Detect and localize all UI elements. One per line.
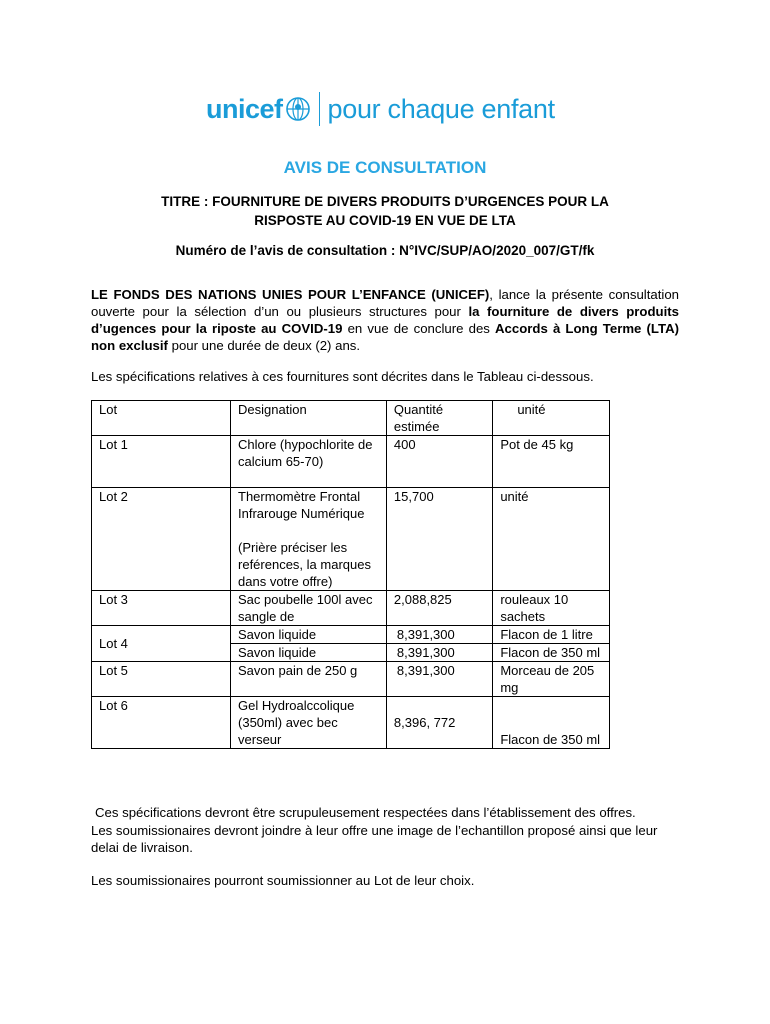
logo-brand: unicef xyxy=(206,93,283,124)
closing-paragraph-1: Ces spécifications devront être scrupuleusement respectées dans l’établissement des offres. xyxy=(95,805,636,820)
intro-text-2: en vue de conclure des xyxy=(342,321,496,336)
unit-cell: rouleaux 10 sachets xyxy=(493,591,610,626)
title-line-1: TITRE : FOURNITURE DE DIVERS PRODUITS D’URGENCES POUR LA xyxy=(161,194,609,209)
designation-cell: Gel Hydroalccolique (350ml) avec bec verseur xyxy=(231,697,387,749)
designation-cell xyxy=(231,488,387,591)
specifications-table xyxy=(91,400,610,749)
designation-cell: Sac poubelle 100l avec sangle de xyxy=(231,591,387,626)
table-row xyxy=(92,626,610,644)
intro-paragraph xyxy=(91,286,679,354)
table-row xyxy=(92,488,610,591)
intro-text-3: pour une durée de deux (2) ans. xyxy=(167,338,361,353)
lot-cell: Lot 1 xyxy=(92,436,231,488)
table-row xyxy=(92,662,610,697)
closing-paragraph-2: Les soumissionaires devront joindre à leur offre une image de l’echantillon proposé ainsi que leur delai de livraison. xyxy=(91,823,658,855)
logo-tagline: pour chaque enfant xyxy=(327,93,555,124)
intro-bold-1: la fourniture de divers produits d’ugences pour la riposte au COVID-19 xyxy=(91,304,679,336)
intro-text-1: , lance la présente consultation ouverte pour la sélection d’un ou plusieurs structures pour xyxy=(91,287,679,319)
header-unit: unité xyxy=(493,401,610,436)
designation-cell: Savon pain de 250 g xyxy=(231,662,387,697)
quantity-cell: 400 xyxy=(386,436,492,488)
unit-cell: Flacon de 350 ml xyxy=(493,644,610,662)
lot-cell: Lot 4 xyxy=(92,626,231,662)
quantity-cell: 15,700 xyxy=(386,488,492,591)
quantity-cell: 8,391,300 xyxy=(386,626,492,644)
unit-cell: Flacon de 350 ml xyxy=(493,697,610,749)
lot-cell: Lot 6 xyxy=(92,697,231,749)
designation-cell: Savon liquide xyxy=(231,626,387,644)
header-quantity: Quantité estimée xyxy=(386,401,492,436)
unit-cell: Flacon de 1 litre xyxy=(493,626,610,644)
closing-paragraph-3: Les soumissionaires pourront soumissionner au Lot de leur choix. xyxy=(91,873,475,888)
table-row xyxy=(92,436,610,488)
designation-cell: Chlore (hypochlorite de calcium 65-70) xyxy=(231,436,387,488)
header-lot: Lot xyxy=(92,401,231,436)
unicef-logo xyxy=(206,88,555,130)
page-heading: AVIS DE CONSULTATION xyxy=(283,158,487,177)
quantity-cell: 2,088,825 xyxy=(386,591,492,626)
designation-text: Thermomètre Frontal Infrarouge Numérique xyxy=(238,489,365,521)
unit-cell: Morceau de 205 mg xyxy=(493,662,610,697)
table-row xyxy=(92,697,610,749)
quantity-cell: 8,396, 772 xyxy=(386,697,492,749)
quantity-cell: 8,391,300 xyxy=(386,644,492,662)
logo-divider xyxy=(319,92,320,126)
lot-cell: Lot 3 xyxy=(92,591,231,626)
table-header-row xyxy=(92,401,610,436)
org-name: LE FONDS DES NATIONS UNIES POUR L’ENFANCE (UNICEF) xyxy=(91,287,490,302)
designation-cell: Savon liquide xyxy=(231,644,387,662)
unit-cell: Pot de 45 kg xyxy=(493,436,610,488)
reference-number: Numéro de l’avis de consultation : N°IVC/SUP/AO/2020_007/GT/fk xyxy=(175,243,595,258)
title-line-2: RISPOSTE AU COVID-19 EN VUE DE LTA xyxy=(254,213,516,228)
unicef-emblem-icon xyxy=(285,96,311,122)
designation-note: (Prière préciser les reférences, la marques dans votre offre) xyxy=(238,540,371,589)
quantity-cell: 8,391,300 xyxy=(386,662,492,697)
lot-cell: Lot 2 xyxy=(92,488,231,591)
unit-cell: unité xyxy=(493,488,610,591)
document-title xyxy=(110,192,660,230)
intro-bold-2: Accords à Long Terme (LTA) non exclusif xyxy=(91,321,679,353)
table-row xyxy=(92,591,610,626)
lot-cell: Lot 5 xyxy=(92,662,231,697)
header-designation: Designation xyxy=(231,401,387,436)
table-lead-text: Les spécifications relatives à ces fournitures sont décrites dans le Tableau ci-dessous. xyxy=(91,369,594,384)
